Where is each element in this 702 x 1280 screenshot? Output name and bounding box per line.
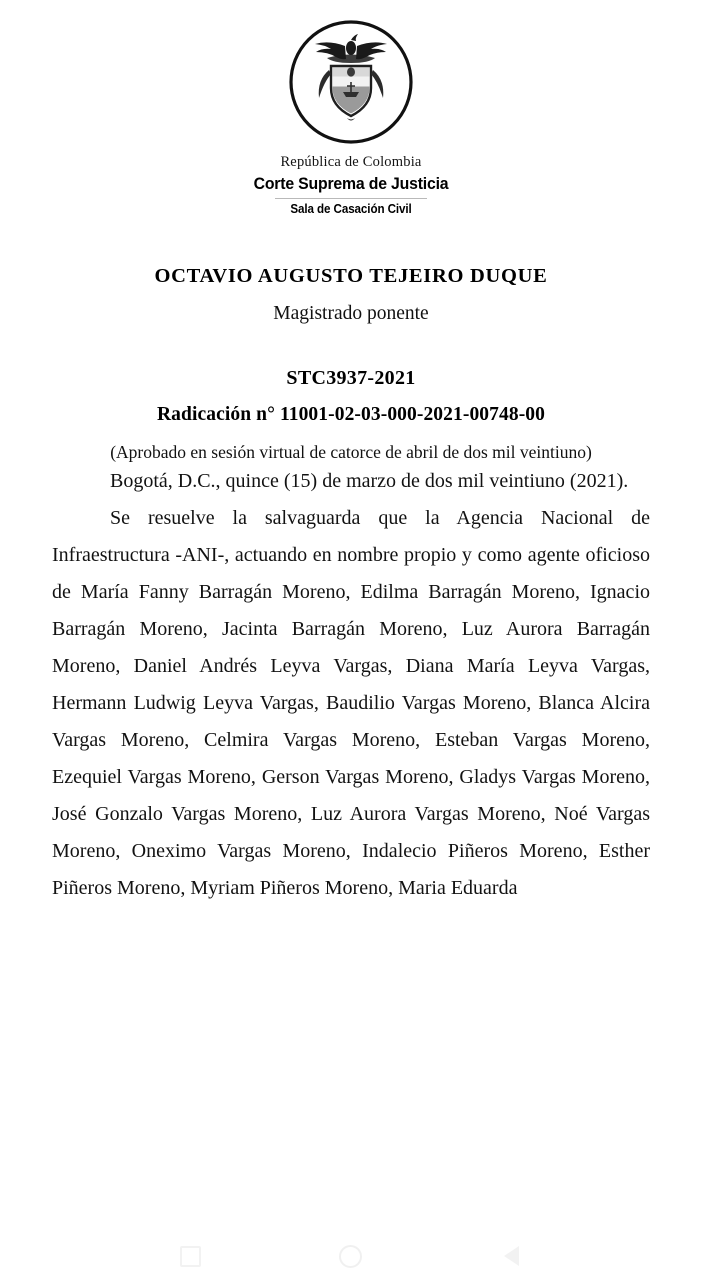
letterhead-divider (275, 198, 427, 199)
decision-id: STC3937-2021 (286, 366, 416, 389)
recents-button[interactable] (173, 1239, 207, 1273)
colombia-coat-of-arms-seal-icon (287, 18, 415, 146)
main-paragraph: Se resuelve la salvaguarda que la Agencia Nacional de Infraestructura -ANI-, actuando en nombre propio y como agente oficioso de María Fanny Barragán Moreno, Edilma Barragán Moreno, Ignacio Barragán Moreno, Jacinta Barragán Moreno, Luz Aurora Barragán Moreno, Daniel Andrés Leyva Vargas, Diana María Leyva Vargas, Hermann Ludwig Leyva Vargas, Baudilio Vargas Moreno, Blanca Alcira Vargas Moreno, Celmira Vargas Moreno, Esteban Vargas Moreno, Ezequiel Vargas Moreno, Gerson Vargas Moreno, Gladys Vargas Moreno, José Gonzalo Vargas Moreno, Luz Aurora Vargas Moreno, Noé Vargas Moreno, Oneximo Vargas Moreno, Indalecio Piñeros Moreno, Esther Piñeros Moreno, Myriam Piñeros Moreno, Maria Eduarda (52, 506, 650, 899)
back-button[interactable] (495, 1239, 529, 1273)
date-paragraph: Bogotá, D.C., quince (15) de marzo de dos mil veintiuno (2021). (110, 469, 629, 492)
magistrate-role: Magistrado ponente (273, 302, 429, 324)
magistrate-name: OCTAVIO AUGUSTO TEJEIRO DUQUE (154, 264, 548, 287)
letterhead (0, 0, 702, 217)
approval-note: (Aprobado en sesión virtual de catorce de abril de dos mil veintiuno) (110, 441, 592, 462)
letterhead-chamber: Sala de Casación Civil (290, 201, 412, 216)
recents-square-icon (180, 1246, 201, 1267)
letterhead-country: República de Colombia (280, 154, 422, 170)
android-navigation-bar (0, 1232, 702, 1280)
case-number: Radicación n° 11001-02-03-000-2021-00748-00 (157, 403, 545, 425)
back-triangle-icon (504, 1246, 519, 1266)
home-button[interactable] (334, 1239, 368, 1273)
title-block (0, 265, 702, 463)
document-body (52, 463, 650, 907)
home-circle-icon (339, 1245, 362, 1268)
letterhead-court: Corte Suprema de Justicia (253, 174, 449, 194)
